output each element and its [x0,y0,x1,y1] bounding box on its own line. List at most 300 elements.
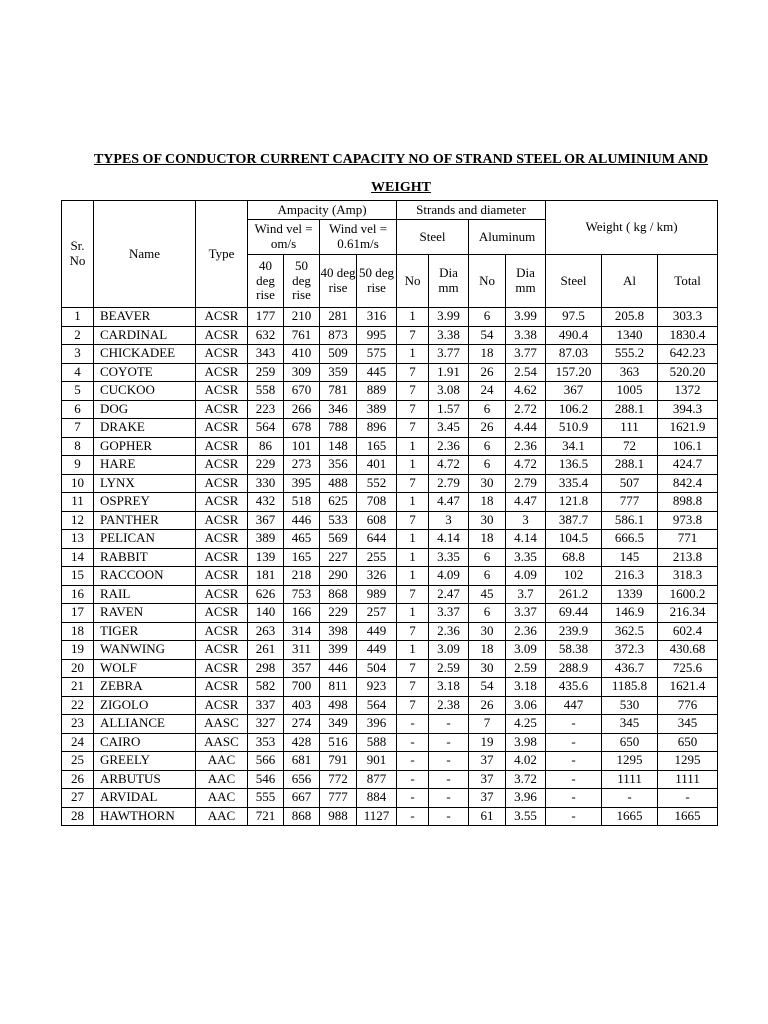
cell-sr-no: 16 [62,585,94,604]
cell-amp-0-50: 681 [284,752,320,771]
cell-name: HAWTHORN [94,807,196,826]
cell-type: ACSR [196,326,248,345]
cell-steel-no: 7 [397,585,429,604]
cell-sr-no: 19 [62,641,94,660]
cell-name: COYOTE [94,363,196,382]
cell-name: WANWING [94,641,196,660]
table-row [62,641,718,660]
cell-weight-steel: 239.9 [546,622,602,641]
cell-sr-no: 20 [62,659,94,678]
cell-al-dia: 4.44 [506,419,546,438]
header-ampacity: Ampacity (Amp) [248,201,397,220]
cell-al-dia: 3.55 [506,807,546,826]
cell-al-dia: 3 [506,511,546,530]
cell-amp-061-50: 901 [357,752,397,771]
cell-amp-0-50: 395 [284,474,320,493]
cell-steel-no: 7 [397,696,429,715]
header-weight-total: Total [658,255,718,308]
cell-type: ACSR [196,493,248,512]
cell-amp-0-40: 337 [248,696,284,715]
cell-amp-0-50: 656 [284,770,320,789]
cell-sr-no: 21 [62,678,94,697]
header-steel-strands: Steel [397,220,469,255]
cell-weight-total: 898.8 [658,493,718,512]
cell-amp-0-50: 266 [284,400,320,419]
cell-weight-total: 1621.4 [658,678,718,697]
cell-al-dia: 2.54 [506,363,546,382]
cell-amp-0-40: 181 [248,567,284,586]
cell-weight-al: 1339 [602,585,658,604]
cell-weight-total: 345 [658,715,718,734]
cell-steel-dia: 3.45 [429,419,469,438]
cell-al-dia: 3.7 [506,585,546,604]
cell-type: AAC [196,807,248,826]
cell-amp-061-50: 708 [357,493,397,512]
cell-amp-0-40: 229 [248,456,284,475]
cell-steel-no: 7 [397,419,429,438]
cell-weight-steel: - [546,715,602,734]
cell-sr-no: 14 [62,548,94,567]
cell-steel-no: 1 [397,345,429,364]
cell-weight-al: 1340 [602,326,658,345]
cell-amp-061-50: 165 [357,437,397,456]
cell-amp-061-50: 449 [357,641,397,660]
table-body [62,308,718,826]
cell-sr-no: 26 [62,770,94,789]
cell-amp-0-50: 670 [284,382,320,401]
cell-steel-dia: 3.99 [429,308,469,327]
header-al-no: No [469,255,506,308]
cell-weight-total: 1830.4 [658,326,718,345]
cell-steel-dia: 1.91 [429,363,469,382]
cell-type: ACSR [196,659,248,678]
cell-sr-no: 2 [62,326,94,345]
cell-type: ACSR [196,641,248,660]
cell-al-no: 6 [469,567,506,586]
cell-weight-al: 1185.8 [602,678,658,697]
cell-type: ACSR [196,622,248,641]
cell-steel-dia: 2.38 [429,696,469,715]
cell-al-dia: 4.25 [506,715,546,734]
cell-amp-0-50: 274 [284,715,320,734]
cell-weight-total: 318.3 [658,567,718,586]
cell-al-dia: 3.35 [506,548,546,567]
header-weight-al: Al [602,255,658,308]
cell-steel-no: 7 [397,678,429,697]
cell-name: CUCKOO [94,382,196,401]
cell-steel-no: 1 [397,641,429,660]
header-weight: Weight ( kg / km) [546,201,718,255]
cell-amp-061-50: 257 [357,604,397,623]
cell-steel-dia: 3.08 [429,382,469,401]
table-row [62,400,718,419]
cell-steel-no: 7 [397,659,429,678]
cell-name: LYNX [94,474,196,493]
cell-type: ACSR [196,382,248,401]
cell-steel-dia: 3.77 [429,345,469,364]
cell-weight-steel: 121.8 [546,493,602,512]
cell-al-no: 6 [469,548,506,567]
cell-amp-061-50: 504 [357,659,397,678]
cell-type: ACSR [196,530,248,549]
cell-steel-dia: - [429,715,469,734]
cell-type: AASC [196,733,248,752]
cell-al-dia: 3.09 [506,641,546,660]
cell-type: ACSR [196,511,248,530]
cell-al-no: 6 [469,604,506,623]
cell-amp-0-40: 582 [248,678,284,697]
cell-name: ARVIDAL [94,789,196,808]
cell-amp-0-40: 632 [248,326,284,345]
cell-al-dia: 4.14 [506,530,546,549]
cell-weight-total: 1621.9 [658,419,718,438]
cell-sr-no: 13 [62,530,94,549]
cell-amp-0-50: 210 [284,308,320,327]
cell-weight-steel: 69.44 [546,604,602,623]
cell-al-no: 26 [469,419,506,438]
cell-al-no: 6 [469,400,506,419]
cell-weight-al: 507 [602,474,658,493]
header-type: Type [196,201,248,308]
cell-al-no: 6 [469,308,506,327]
table-row [62,363,718,382]
cell-amp-0-50: 273 [284,456,320,475]
cell-amp-0-50: 218 [284,567,320,586]
cell-steel-no: 1 [397,456,429,475]
header-al-dia: Dia mm [506,255,546,308]
header-40-deg-b: 40 deg rise [320,255,357,308]
cell-al-dia: 4.62 [506,382,546,401]
cell-amp-061-40: 229 [320,604,357,623]
cell-amp-0-50: 428 [284,733,320,752]
cell-weight-total: 642.23 [658,345,718,364]
cell-weight-total: 216.34 [658,604,718,623]
cell-amp-0-40: 558 [248,382,284,401]
cell-sr-no: 4 [62,363,94,382]
cell-name: ARBUTUS [94,770,196,789]
cell-al-no: 26 [469,696,506,715]
cell-weight-al: 372.3 [602,641,658,660]
cell-amp-061-40: 788 [320,419,357,438]
table-row [62,770,718,789]
cell-weight-al: 1111 [602,770,658,789]
table-row [62,308,718,327]
cell-amp-061-40: 488 [320,474,357,493]
header-steel-dia: Dia mm [429,255,469,308]
cell-al-no: 6 [469,437,506,456]
cell-weight-steel: 367 [546,382,602,401]
cell-amp-061-40: 446 [320,659,357,678]
cell-sr-no: 27 [62,789,94,808]
table-row [62,622,718,641]
cell-steel-no: - [397,733,429,752]
cell-amp-061-50: 552 [357,474,397,493]
cell-amp-0-40: 432 [248,493,284,512]
cell-al-no: 54 [469,326,506,345]
cell-amp-061-40: 873 [320,326,357,345]
cell-amp-061-40: 498 [320,696,357,715]
cell-al-dia: 3.77 [506,345,546,364]
cell-weight-steel: 288.9 [546,659,602,678]
cell-weight-steel: 157.20 [546,363,602,382]
header-name: Name [94,201,196,308]
cell-amp-0-40: 367 [248,511,284,530]
cell-weight-total: 602.4 [658,622,718,641]
table-row [62,733,718,752]
header-wind-vel-061: Wind vel = 0.61m/s [320,220,397,255]
cell-al-dia: 2.36 [506,437,546,456]
cell-sr-no: 6 [62,400,94,419]
cell-weight-al: 72 [602,437,658,456]
cell-weight-al: 1665 [602,807,658,826]
header-strands: Strands and diameter [397,201,546,220]
cell-amp-0-40: 555 [248,789,284,808]
cell-steel-dia: 3.18 [429,678,469,697]
cell-al-dia: 2.36 [506,622,546,641]
cell-al-no: 37 [469,789,506,808]
cell-name: RABBIT [94,548,196,567]
cell-name: ALLIANCE [94,715,196,734]
cell-al-dia: 2.59 [506,659,546,678]
cell-steel-no: - [397,789,429,808]
cell-al-dia: 3.72 [506,770,546,789]
cell-weight-total: 973.8 [658,511,718,530]
cell-al-no: 18 [469,345,506,364]
cell-amp-0-40: 343 [248,345,284,364]
cell-type: ACSR [196,345,248,364]
cell-weight-al: 363 [602,363,658,382]
table-row [62,530,718,549]
cell-name: HARE [94,456,196,475]
cell-al-dia: 3.38 [506,326,546,345]
cell-amp-0-50: 311 [284,641,320,660]
cell-weight-total: 1372 [658,382,718,401]
cell-weight-steel: 335.4 [546,474,602,493]
cell-amp-0-50: 165 [284,548,320,567]
cell-name: GOPHER [94,437,196,456]
cell-type: ACSR [196,419,248,438]
table-row [62,511,718,530]
cell-al-dia: 4.47 [506,493,546,512]
cell-name: CAIRO [94,733,196,752]
cell-steel-no: 7 [397,511,429,530]
cell-amp-061-40: 148 [320,437,357,456]
cell-weight-total: 1665 [658,807,718,826]
cell-type: AAC [196,789,248,808]
cell-steel-dia: 2.36 [429,437,469,456]
cell-amp-0-50: 761 [284,326,320,345]
cell-al-no: 61 [469,807,506,826]
cell-name: RAIL [94,585,196,604]
cell-steel-no: 7 [397,363,429,382]
cell-type: ACSR [196,456,248,475]
cell-steel-no: 1 [397,604,429,623]
cell-steel-dia: 4.14 [429,530,469,549]
table-row [62,752,718,771]
cell-name: ZIGOLO [94,696,196,715]
cell-steel-dia: 3.09 [429,641,469,660]
cell-sr-no: 28 [62,807,94,826]
cell-amp-0-40: 330 [248,474,284,493]
cell-amp-0-40: 259 [248,363,284,382]
cell-amp-0-50: 700 [284,678,320,697]
cell-amp-0-40: 298 [248,659,284,678]
cell-al-dia: 4.02 [506,752,546,771]
cell-weight-al: 1005 [602,382,658,401]
cell-steel-dia: - [429,752,469,771]
cell-name: PELICAN [94,530,196,549]
cell-weight-al: 216.3 [602,567,658,586]
cell-name: WOLF [94,659,196,678]
cell-amp-061-50: 445 [357,363,397,382]
cell-amp-0-50: 753 [284,585,320,604]
cell-sr-no: 7 [62,419,94,438]
cell-sr-no: 9 [62,456,94,475]
cell-type: ACSR [196,604,248,623]
conductor-table [61,200,718,826]
cell-amp-0-50: 410 [284,345,320,364]
cell-amp-061-50: 995 [357,326,397,345]
cell-sr-no: 10 [62,474,94,493]
table-row [62,659,718,678]
cell-steel-no: 7 [397,400,429,419]
cell-al-no: 6 [469,456,506,475]
cell-weight-al: 777 [602,493,658,512]
cell-amp-061-40: 772 [320,770,357,789]
cell-al-no: 37 [469,752,506,771]
table-row [62,493,718,512]
cell-weight-total: 776 [658,696,718,715]
cell-steel-no: 1 [397,548,429,567]
cell-al-no: 30 [469,659,506,678]
cell-amp-061-50: 396 [357,715,397,734]
cell-amp-0-40: 353 [248,733,284,752]
cell-name: BEAVER [94,308,196,327]
cell-amp-0-50: 403 [284,696,320,715]
cell-weight-total: 106.1 [658,437,718,456]
cell-steel-dia: 3 [429,511,469,530]
cell-amp-061-40: 781 [320,382,357,401]
cell-weight-steel: 34.1 [546,437,602,456]
table-row [62,548,718,567]
cell-amp-061-50: 1127 [357,807,397,826]
cell-steel-dia: - [429,807,469,826]
cell-weight-steel: 104.5 [546,530,602,549]
cell-sr-no: 12 [62,511,94,530]
cell-amp-061-40: 516 [320,733,357,752]
cell-steel-dia: 3.37 [429,604,469,623]
cell-steel-no: 7 [397,382,429,401]
cell-amp-061-50: 889 [357,382,397,401]
cell-weight-al: 345 [602,715,658,734]
cell-weight-total: 424.7 [658,456,718,475]
cell-weight-al: 362.5 [602,622,658,641]
cell-sr-no: 15 [62,567,94,586]
cell-al-no: 54 [469,678,506,697]
cell-amp-0-40: 261 [248,641,284,660]
cell-type: ACSR [196,363,248,382]
cell-amp-061-50: 884 [357,789,397,808]
cell-amp-061-50: 316 [357,308,397,327]
cell-steel-dia: 1.57 [429,400,469,419]
table-row [62,567,718,586]
cell-amp-061-50: 575 [357,345,397,364]
cell-sr-no: 17 [62,604,94,623]
cell-al-no: 30 [469,622,506,641]
cell-weight-steel: 447 [546,696,602,715]
document-title [60,146,742,202]
cell-weight-total: - [658,789,718,808]
cell-al-no: 30 [469,511,506,530]
cell-steel-dia: 4.09 [429,567,469,586]
cell-weight-total: 213.8 [658,548,718,567]
cell-steel-dia: 3.35 [429,548,469,567]
cell-al-no: 19 [469,733,506,752]
cell-steel-dia: - [429,770,469,789]
cell-weight-total: 842.4 [658,474,718,493]
cell-steel-dia: 4.72 [429,456,469,475]
cell-sr-no: 1 [62,308,94,327]
cell-amp-061-40: 569 [320,530,357,549]
cell-amp-0-40: 177 [248,308,284,327]
cell-amp-061-40: 290 [320,567,357,586]
cell-weight-steel: 68.8 [546,548,602,567]
cell-steel-no: 1 [397,530,429,549]
cell-steel-no: - [397,807,429,826]
cell-name: CARDINAL [94,326,196,345]
cell-weight-steel: 435.6 [546,678,602,697]
cell-amp-061-50: 389 [357,400,397,419]
cell-amp-061-40: 281 [320,308,357,327]
cell-amp-061-40: 625 [320,493,357,512]
title-line-2: WEIGHT [371,180,431,195]
cell-weight-total: 650 [658,733,718,752]
cell-amp-0-50: 357 [284,659,320,678]
cell-amp-061-40: 346 [320,400,357,419]
cell-amp-0-50: 101 [284,437,320,456]
cell-al-dia: 3.37 [506,604,546,623]
cell-sr-no: 24 [62,733,94,752]
cell-amp-0-40: 626 [248,585,284,604]
cell-weight-steel: 58.38 [546,641,602,660]
cell-al-no: 30 [469,474,506,493]
cell-name: DOG [94,400,196,419]
cell-amp-0-50: 678 [284,419,320,438]
cell-al-no: 24 [469,382,506,401]
cell-amp-061-40: 791 [320,752,357,771]
cell-type: ACSR [196,567,248,586]
cell-amp-061-50: 255 [357,548,397,567]
cell-type: ACSR [196,678,248,697]
cell-amp-061-50: 608 [357,511,397,530]
cell-weight-al: 436.7 [602,659,658,678]
cell-weight-total: 520.20 [658,363,718,382]
header-50-deg-a: 50 deg rise [284,255,320,308]
cell-amp-061-40: 349 [320,715,357,734]
cell-amp-061-50: 326 [357,567,397,586]
cell-amp-0-50: 166 [284,604,320,623]
cell-amp-0-50: 868 [284,807,320,826]
cell-al-dia: 3.06 [506,696,546,715]
cell-type: ACSR [196,696,248,715]
cell-name: RACCOON [94,567,196,586]
cell-type: ACSR [196,474,248,493]
cell-amp-061-40: 533 [320,511,357,530]
table-row [62,696,718,715]
cell-sr-no: 25 [62,752,94,771]
cell-amp-061-50: 877 [357,770,397,789]
cell-amp-0-40: 223 [248,400,284,419]
